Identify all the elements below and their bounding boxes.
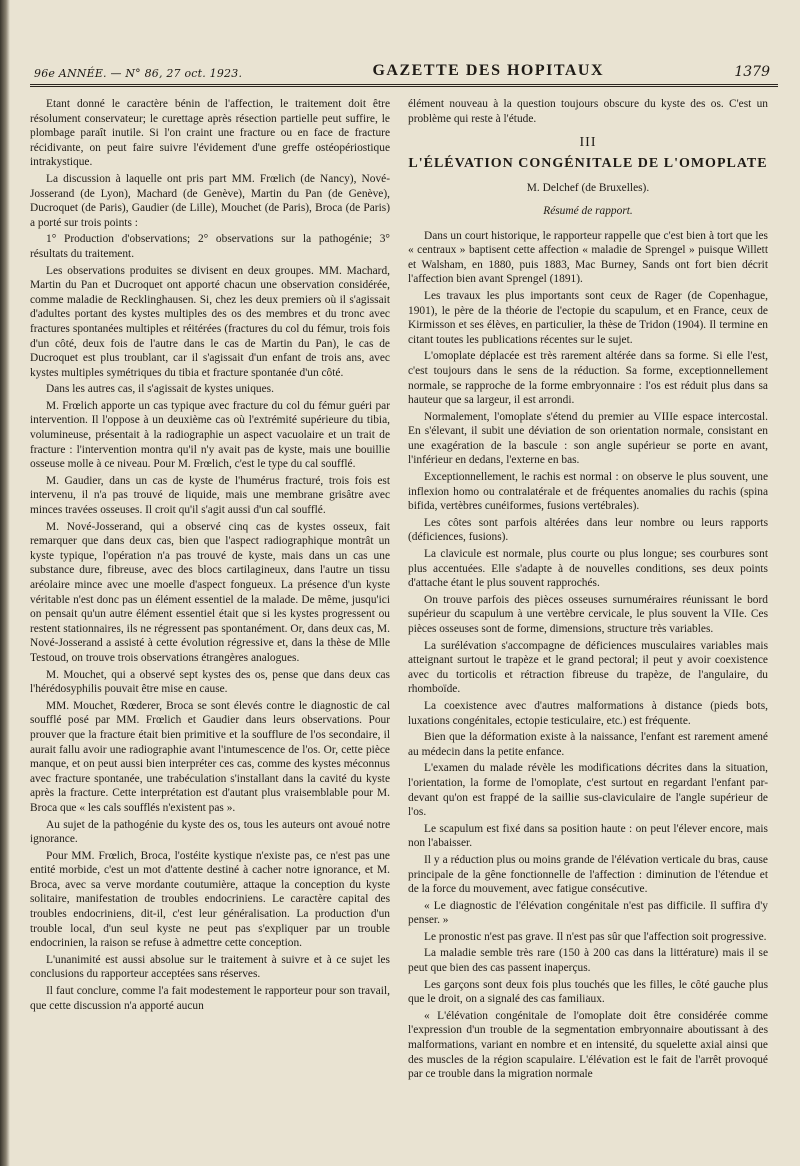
paragraph: Le scapulum est fixé dans sa position haute : on peut l'élever encore, mais non l'abaisser. <box>408 822 768 850</box>
paragraph: Dans les autres cas, il s'agissait de kystes uniques. <box>46 383 274 396</box>
right-column <box>408 97 768 1157</box>
text-columns <box>30 97 778 1157</box>
paragraph: Les travaux les plus importants sont ceux de Rager (de Copenhague, 1901), le père de la théorie de l'ectopie du scapulum, et en France, ceux de Kirmisson et ses élèves, en particulier, la thèse de Tridon (1904). Il termine en citant toutes les publications récentes sur le sujet. <box>408 289 768 346</box>
paragraph: Exceptionnellement, le rachis est normal : on observe le plus souvent, une inflexion homo ou contralatérale et de fréquentes anomalies du rachis (spina bifida, vertèbres cunéiformes, fusions vertébrales). <box>408 471 768 513</box>
page-header <box>30 30 778 87</box>
paragraph: élément nouveau à la question toujours obscure du kyste des os. C'est un problème qui reste à l'étude. <box>408 98 768 125</box>
paragraph: L'examen du malade révèle les modifications décrites dans la situation, l'orientation, la forme de l'omoplate, c'est surtout en regardant l'enfant par-devant qu'on est frappé de la saillie sus-claviculaire de l'angle supérieur de l'os. <box>408 762 768 819</box>
paragraph: « Le diagnostic de l'élévation congénitale n'est pas difficile. Il suffira d'y penser. » <box>408 899 768 927</box>
paragraph: Le pronostic n'est pas grave. Il n'est pas sûr que l'affection soit progressive. <box>424 930 767 943</box>
paragraph: Les côtes sont parfois altérées dans leur nombre ou leurs rapports (déficiences, fusions). <box>408 516 768 544</box>
paragraph: L'omoplate déplacée est très rarement altérée dans sa forme. Si elle l'est, c'est toujours dans le sens de la réduction. Sa forme, exceptionnellement normale, se rapproche de la forme embryonnaire : l'os est réduit plus dans sa hauteur que sa largeur, il est arrondi. <box>408 350 768 407</box>
binding-edge <box>0 0 10 1166</box>
paragraph: On trouve parfois des pièces osseuses surnuméraires réunissant le bord supérieur du scapulum à une vertèbre cervicale, le plus souvent la VIIe. Ces pièces osseuses sont de forme, dimensions, structure très variables. <box>408 593 768 635</box>
paragraph: Dans un court historique, le rapporteur rappelle que c'est bien à tort que les « centraux » baptisent cette affection « maladie de Sprengel » puisque Willett et Walsham, en 1880, puis 1883, Mac Burney, Sands ont fort bien décrit l'affection bien avant Sprengel (1891). <box>408 229 768 286</box>
paragraph: Il faut conclure, comme l'a fait modestement le rapporteur pour son travail, que cette discussion n'a apporté aucun <box>30 985 390 1012</box>
left-column <box>30 97 390 1157</box>
issue-info: 96e ANNÉE. — N° 86, 27 oct. 1923. <box>34 67 243 80</box>
paragraph: La maladie semble très rare (150 à 200 cas dans la littérature) mais il se peut que bien des cas passent inaperçus. <box>408 947 768 975</box>
paragraph: Il y a réduction plus ou moins grande de l'élévation verticale du bras, cause principale de la gêne fonctionnelle de l'affection : diminution de l'étendue et de la force du mouvement, avec fatigue consécutive. <box>408 853 768 896</box>
paragraph: La clavicule est normale, plus courte ou plus longue; ses courbures sont plus accentuées. Elle s'adapte à de nouvelles conditions, ses deux points d'attache étant le plus souvent rapprochés. <box>408 548 768 590</box>
paragraph: M. Gaudier, dans un cas de kyste de l'humérus fracturé, trois fois est intervenu, il n'a pas trouvé de liquide, mais une membrane grisâtre avec minces travées osseuses. Il croit qu'il s'agit aussi d'un cal soufflé. <box>30 474 390 517</box>
section-subtitle: Résumé de rapport. <box>543 204 633 217</box>
paragraph: Normalement, l'omoplate s'étend du premier au VIIIe espace intercostal. En s'élevant, il subit une déviation de son orientation normale, consistant en une exagération de la bascule : son angle supérieur se porte en avant, l'inférieur en dedans, l'externe en bas. <box>408 410 768 467</box>
author-line: M. Delchef (de Bruxelles). <box>526 182 650 195</box>
paragraph: Au sujet de la pathogénie du kyste des os, tous les auteurs ont avoué notre ignorance. <box>30 818 390 846</box>
section-title: L'ÉLÉVATION CONGÉNITALE DE L'OMOPLATE <box>408 155 768 171</box>
paragraph: La surélévation s'accompagne de déficiences musculaires variables mais atteignant surtout le trapèze et le grand pectoral; il peut y avoir coexistence avec du torticolis et rétraction fibreuse du trapèze, de l'angulaire, du rhomboïde. <box>408 639 768 696</box>
paragraph: Bien que la déformation existe à la naissance, l'enfant est rarement amené au médecin dans la petite enfance. <box>408 731 768 758</box>
paragraph: L'unanimité est aussi absolue sur le traitement à suivre et à ce sujet les conclusions du rapporteur acceptées sans réserves. <box>30 953 390 981</box>
page-number: 1379 <box>734 64 770 80</box>
paragraph: M. Nové-Josserand, qui a observé cinq cas de kystes osseux, fait remarquer que dans deux cas, bien que l'aspect radiographique montrât un kyste typique, l'opération n'a pas trouvé de kyste, mais dans un cas une substance dure, fibreuse, avec des blocs cartilagineux, dans l'autre un tissu aréolaire mince avec une moelle d'aspect fongueux. La présence d'un kyste véritable n'est donc pas un élément essentiel de la malade. De même, jusqu'ici on pensait qu'un autre élément essentiel était que si les kystes progressent ou restent stationnaires, ils ne régressent pas spontanément. Or, dans deux cas, M. Nové-Josserand a assisté à cette évolution régressive et, dans la thèse de Mlle Testoud, on trouve trois observations étrangères analogues. <box>30 520 390 664</box>
journal-title: GAZETTE DES HOPITAUX <box>372 62 605 79</box>
paragraph: « L'élévation congénitale de l'omoplate doit être considérée comme l'expression d'un trouble de la segmentation embryonnaire aboutissant à des malformations, variant en nombre et en intensité, du squelette axial ainsi que des muscles de la région scapulaire. L'élévation est le fait de l'arrêt provoqué par ce trouble dans la migration normale <box>408 1009 768 1081</box>
paragraph: Pour MM. Frœlich, Broca, l'ostéite kystique n'existe pas, ce n'est pas une entité morbide, c'est un mot d'attente destiné à cacher notre ignorance, et M. Broca, avec sa verve mordante coutumière, attaque la conception du kyste solitaire, manifestation de troubles endocriniens. Le caractère capital des troubles endocriniens, dit-il, c'est leur généralisation. La production d'un trouble local, d'un seul kyste ne peut pas s'expliquer par un trouble endocrinien, la raison se refuse à admettre cette conception. <box>30 849 390 950</box>
paragraph: M. Mouchet, qui a observé sept kystes des os, pense que dans deux cas l'hérédosyphilis pouvait être mise en cause. <box>30 668 390 696</box>
paragraph: Les garçons sont deux fois plus touchés que les filles, le côté gauche plus que le droit, on a signalé des cas familiaux. <box>408 978 768 1006</box>
paragraph: La discussion à laquelle ont pris part MM. Frœlich (de Nancy), Nové-Josserand (de Lyon), Machard (de Genève), Martin du Pan (de Genève), Ducroquet (de Paris), Gaudier (de Lille), Mouchet (de Paris), Broca (de Paris) a porté sur trois points : <box>30 172 390 229</box>
paragraph: Etant donné le caractère bénin de l'affection, le traitement doit être résolument conservateur; le curettage après résection partielle peut suffire, le plombage paraît inutile. Si l'on craint une fracture ou en face de fracture récidivante, on peut faire suivre l'évidement d'une greffe ostéopériostique intrakystique. <box>30 98 390 169</box>
section-number: III <box>579 135 597 151</box>
paragraph: M. Frœlich apporte un cas typique avec fracture du col du fémur guéri par intervention. Il l'oppose à un deuxième cas où l'extrémité supérieure du tibia, volumineuse, présentait à la radiographie un aspect vacuolaire et un trait de fracture : l'intervention montra qu'il n'y avait pas de kyste, mais une bouillie osseuse molle à ce niveau. Pour M. Frœlich, c'est le type du cal soufflé. <box>30 399 390 471</box>
paragraph: MM. Mouchet, Rœderer, Broca se sont élevés contre le diagnostic de cal soufflé posé par MM. Frœlich et Gaudier dans leurs observations. Pour prouver que la fracture était bien primitive et la soufflure de l'os secondaire, il aurait fallu avoir une radiographie avant l'intumescence de l'os. Or, cette pièce manque, et on peut aussi bien interpréter ces cas, comme des kystes méconnus avec fracture spontanée, une trabéculation s'installant dans la cavité du kyste après la fracture. Cette interprétation est d'autant plus vraisemblable pour M. Broca que « les cals soufflés n'existent pas ». <box>30 699 390 814</box>
paragraph: 1° Production d'observations; 2° observations sur la pathogénie; 3° résultats du traitement. <box>30 233 390 260</box>
paragraph: La coexistence avec d'autres malformations à distance (pieds bots, luxations congénitales, ectopie testiculaire, etc.) est fréquente. <box>408 699 768 727</box>
paragraph: Les observations produites se divisent en deux groupes. MM. Machard, Martin du Pan et Ducroquet ont apporté chacun une observation considérée, comme maladie de Recklinghausen. Si, chez les deux premiers où il s'agissait d'adultes portant des kystes multiples des os des membres et du tronc avec fractures spontanées multiples et réitérées (fractures du col du fémur, trois fois d'un côté, deux fois de l'autre dans le cas de Martin du Pan), le cas de Ducroquet est plus troublant, car il s'agissait d'un enfant de trois ans, avec kystes multiples symétriques du tibia et fracture spontanée d'un côté. <box>30 264 390 379</box>
